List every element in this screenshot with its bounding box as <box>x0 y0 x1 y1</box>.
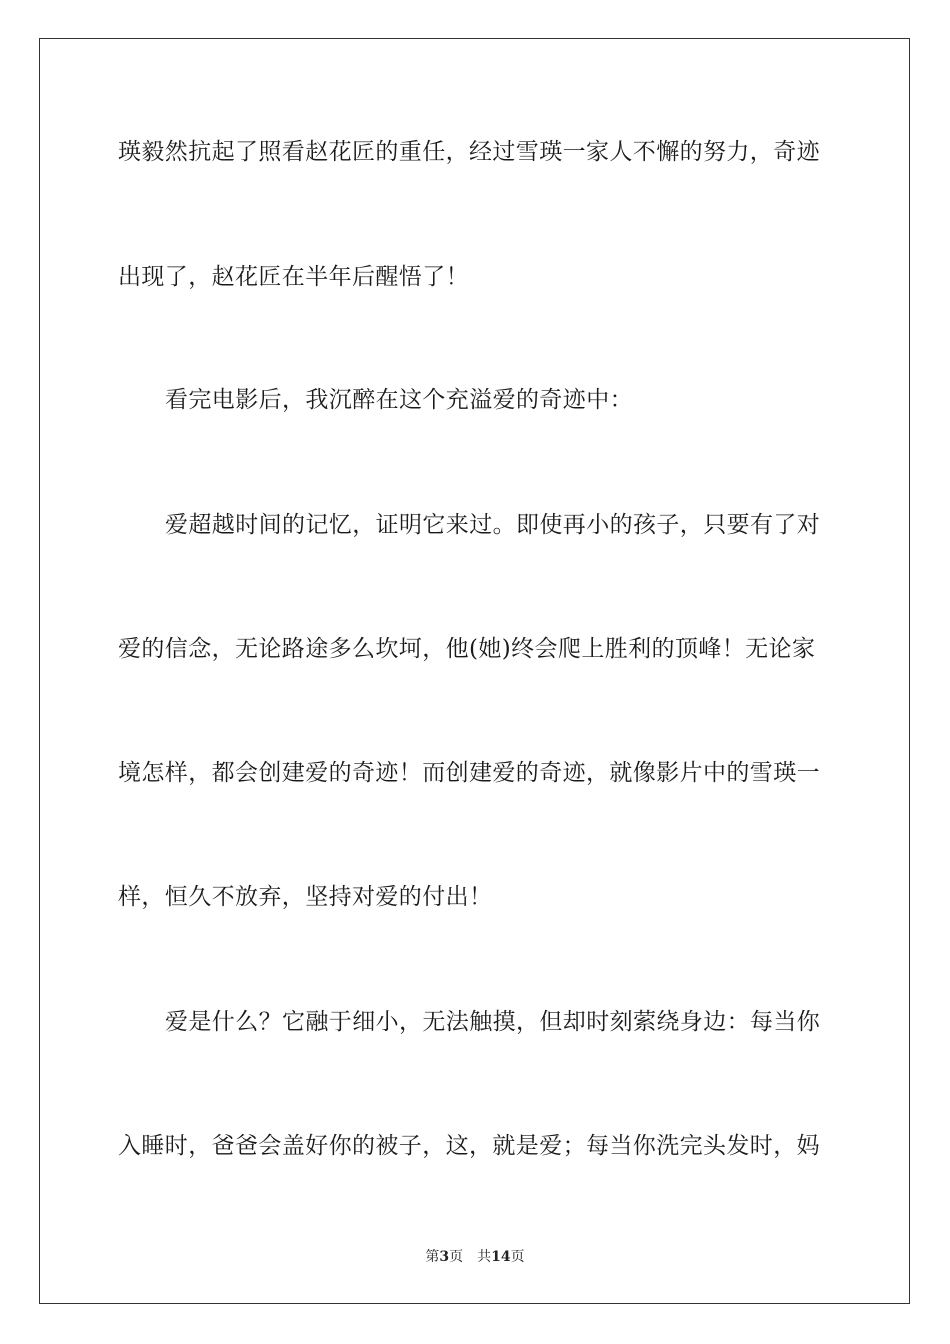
body-text-line: 看完电影后，我沉醉在这个充溢爱的奇迹中： <box>165 387 633 413</box>
body-text-line: 爱超越时间的记忆，证明它来过。即使再小的孩子，只要有了对 <box>165 512 821 538</box>
body-text-line: 入睡时，爸爸会盖好你的被子，这，就是爱；每当你洗完头发时，妈 <box>118 1133 820 1159</box>
page-border <box>39 38 910 1304</box>
total-prefix: 共 <box>477 1249 492 1265</box>
page-prefix: 第 <box>425 1249 440 1265</box>
page-footer <box>0 1248 950 1266</box>
total-pages: 14 <box>491 1249 511 1265</box>
body-text-line: 瑛毅然抗起了照看赵花匠的重任，经过雪瑛一家人不懈的努力，奇迹 <box>118 139 820 165</box>
body-text-line: 样，恒久不放弃，坚持对爱的付出！ <box>118 884 493 910</box>
page-suffix: 页 <box>449 1249 464 1265</box>
body-text-line: 出现了，赵花匠在半年后醒悟了！ <box>118 264 469 290</box>
page-number: 3 <box>439 1249 450 1265</box>
total-suffix: 页 <box>510 1249 525 1265</box>
body-text-line: 爱的信念，无论路途多么坎坷，他(她)终会爬上胜利的顶峰！无论家 <box>118 636 816 662</box>
body-text-line: 爱是什么？它融于细小，无法触摸，但却时刻萦绕身边：每当你 <box>165 1009 821 1035</box>
body-text-line: 境怎样，都会创建爱的奇迹！而创建爱的奇迹，就像影片中的雪瑛一 <box>118 760 820 786</box>
